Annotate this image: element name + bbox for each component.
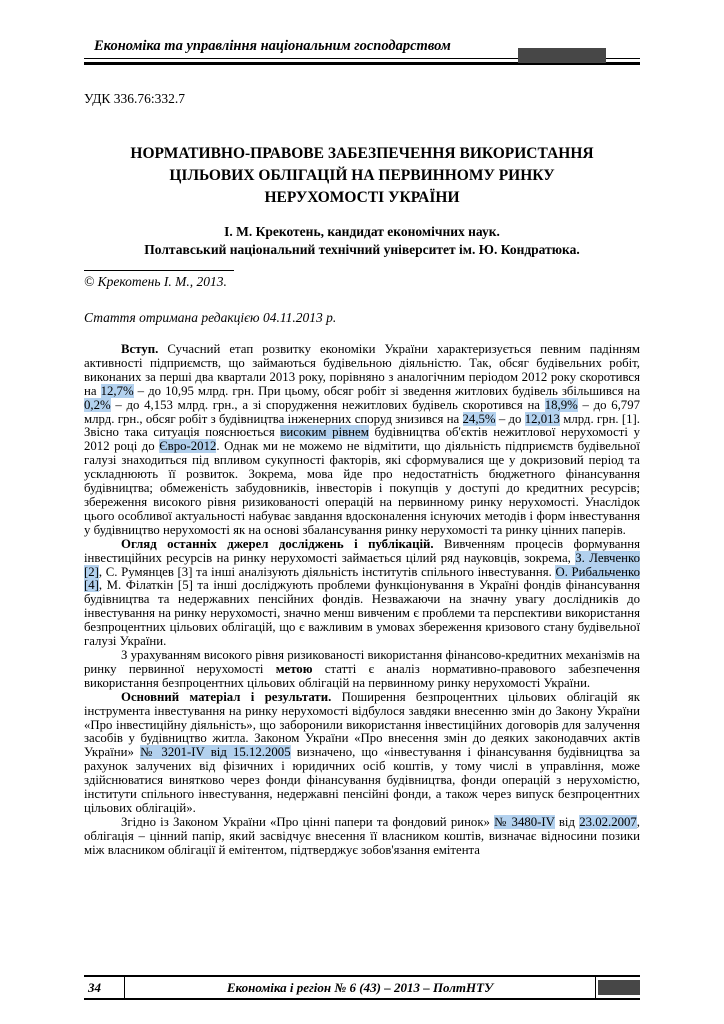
text-run: – до — [495, 411, 525, 426]
article-title: НОРМАТИВНО-ПРАВОВЕ ЗАБЕЗПЕЧЕННЯ ВИКОРИСТАННЯ ЦІЛЬОВИХ ОБЛІГАЦІЙ НА ПЕРВИННОМУ РИНКУ НЕРУХОМОСТІ УКРАЇНИ — [130, 144, 594, 206]
text-run: – до 6,797 млрд. грн., обсяг робіт з будівництва інженерних споруд знизився на — [84, 397, 640, 426]
udc-code: УДК 336.76:332.7 — [84, 90, 186, 106]
text-run: Вступ. — [121, 342, 159, 357]
journal-reference: Економіка і регіон № 6 (43) – 2013 – ПолтНТУ — [124, 977, 596, 998]
highlighted-text: 12,7% — [100, 383, 134, 398]
highlighted-text: Євро-2012 — [159, 439, 217, 454]
body-paragraph-intro — [84, 343, 640, 538]
text-run: визначено, що «інвестування і фінансування будівництва за рахунок залучених від фізичних і юридичних осіб коштів, у тому числі в управління, може здійснюватися винятково через фонди фінансування будівництва, фонди операцій з нерухомістю, інститути спільного інвестування, недержавні пенсійні фонди, а також через випуск безпроцентних цільових облігацій». — [84, 745, 640, 815]
body-paragraph-aim — [84, 649, 640, 691]
text-run: Поширення безпроцентних цільових облігацій як інструмента інвестування на ринку нерухомості відбулося завдяки внесенню змін до Закону України «Про інвестиційну діяльність», що заборонили використання інвестиційних договорів для залучення засобів у будівництво житла. Законом України «Про внесення змін до деяких законодавчих актів України» — [84, 689, 640, 760]
text-run: Огляд останніх джерел досліджень і публікацій. — [121, 536, 434, 551]
text-run: Згідно із Законом України «Про цінні папери та фондовий ринок» — [121, 814, 495, 829]
page-number: 34 — [88, 979, 101, 995]
highlighted-text: З. Левченко [2] — [84, 550, 640, 579]
header-corner-box — [518, 48, 606, 63]
received-note: Стаття отримана редакцією 04.11.2013 р. — [84, 310, 337, 326]
highlighted-text: 18,9% — [544, 397, 578, 412]
highlighted-text: 12,013 — [524, 411, 560, 426]
footer-corner-box — [598, 980, 640, 995]
journal-header — [84, 38, 640, 65]
highlighted-text: № 3480-IV — [494, 814, 555, 829]
text-run: . Однак ми не можемо не відмітити, що діяльність підприємств будівельної галузі знаходиться під впливом сукупності факторів, які сформувалися ще у докризовий період та ускладнюють її розвиток. Зокрема, мова йде про недостатність бюджетного фінансування будівництва; обмеженість забудовників, інвесторів і покупців у доступі до кредитних ресурсів; збереження високого рівня ризикованості операцій на первинному ринку нерухомості. Унаслідок цього особливої актуальності набуває завдання вдосконалення існуючих методів і форм інвестування у будівництво нерухомості як на основі збалансування ринку нерухомості та ринку цінних паперів. — [84, 439, 640, 537]
text-run: – до 10,95 млрд. грн. При цьому, обсяг робіт зі зведення житлових будівель збільшився на — [133, 383, 640, 398]
text-run: Основний матеріал і результати. — [121, 689, 332, 704]
body-paragraph-review — [84, 538, 640, 649]
footnote-rule — [84, 270, 234, 271]
text-run: З урахуванням високого рівня ризикованості використання фінансово-кредитних механізмів на ринку первинної нерухомості — [84, 647, 640, 676]
text-run: метою — [275, 661, 313, 676]
highlighted-text: високим рівнем — [280, 425, 369, 440]
text-run: млрд. грн. [1]. Звісно така ситуація пояснюється — [84, 411, 641, 440]
journal-section-title: Економіка та управління національним господарством — [84, 38, 640, 59]
text-run: будівництва об'єктів нежитлової нерухомості у 2012 році до — [84, 425, 640, 454]
text-run: , М. Філаткін [5] та інші досліджують проблеми функціонування в Україні фондів фінансування будівництва та недержавних пенсійних фондів. Незважаючи на значну увагу дослідників до інвестування на ринку нерухомості, значно менш вивченим є проблеми та перспективи використання безпроцентних цільових облігацій, що є важливим в умовах збереження кризового стану будівельної галузі України. — [84, 578, 640, 649]
text-run: – до 4,153 млрд. грн., а зі спорудження нежитлових будівель скоротився на — [110, 397, 545, 412]
body-paragraph-law — [84, 816, 640, 858]
text-run: , облігація – цінний папір, який засвідчує внесення її власником коштів, визначає відносини позики між власником облігації й емітентом, підтверджує зобов'язання емітента — [84, 814, 640, 857]
author-line: І. М. Крекотень, кандидат економічних наук. — [224, 223, 500, 239]
copyright-note: © Крекотень І. М., 2013. — [84, 274, 227, 290]
highlighted-text: 24,5% — [462, 411, 496, 426]
highlighted-text: 0,2% — [84, 397, 111, 412]
text-run: Сучасний етап розвитку економіки України характеризується певним падінням активності підприємств, що займаються будівельною діяльністю. Так, обсяг будівельних робіт, виконаних за перші два квартали 2013 року, порівняно з аналогічним періодом 2012 року скоротився на — [84, 342, 640, 398]
highlighted-text: 23.02.2007 — [579, 814, 637, 829]
text-run: Вивченням процесів формування інвестиційних ресурсів на ринку нерухомості займається цілий ряд науковців, зокрема, — [84, 536, 640, 565]
text-run: статті є аналіз нормативно-правового забезпечення використання безпроцентних цільових облігацій на первинному ринку нерухомості України. — [84, 661, 640, 690]
text-run: , С. Румянцев [3] та інші аналізують діяльність інститутів спільного інвестування. — [98, 564, 556, 579]
body-paragraph-main — [84, 691, 640, 816]
journal-footer — [84, 975, 640, 1000]
highlighted-text: № 3201-IV від 15.12.2005 — [140, 745, 291, 760]
text-run: від — [554, 814, 580, 829]
affiliation-line: Полтавський національний технічний університет ім. Ю. Кондратюка. — [144, 242, 580, 258]
highlighted-text: О. Рибальченко [4] — [84, 564, 640, 593]
article-body — [84, 343, 640, 858]
